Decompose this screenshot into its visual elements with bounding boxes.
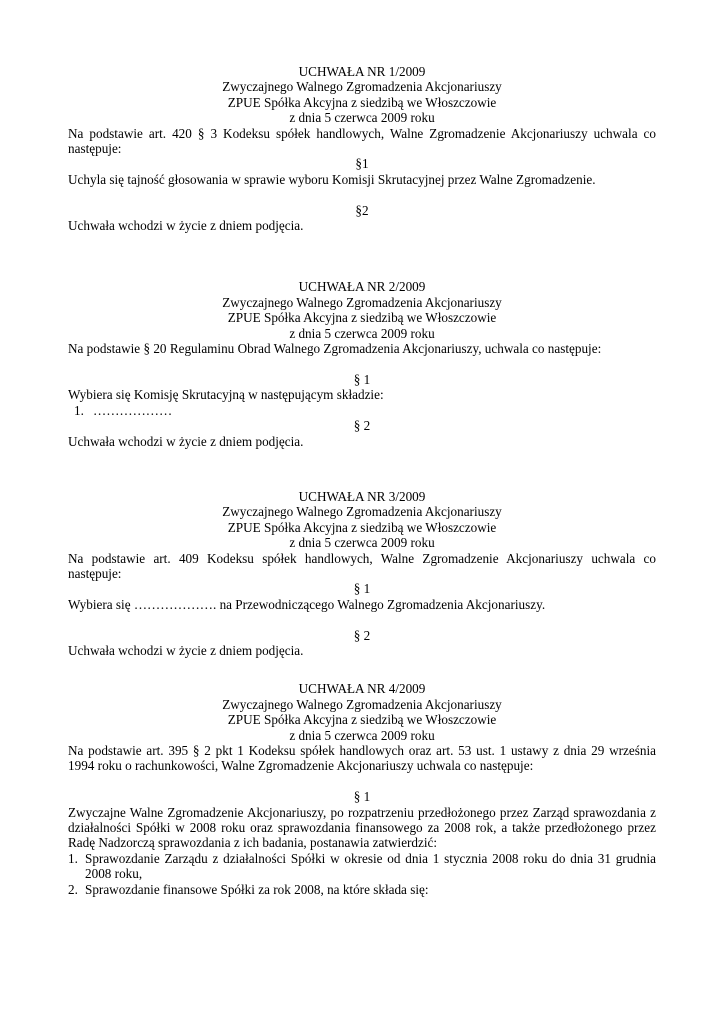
resolution-header-assembly: Zwyczajnego Walnego Zgromadzenia Akcjonariuszy: [222, 696, 502, 712]
resolution-date: z dnia 5 czerwca 2009 roku: [289, 325, 435, 341]
paragraph-1-heading: § 1: [353, 789, 371, 805]
list-item-text: Sprawozdanie Zarządu z działalności Spółki w okresie od dnia 1 stycznia 2008 roku do dnia 31 grudnia 2008 roku,: [85, 850, 656, 882]
resolution-legal-basis: Na podstawie art. 420 § 3 Kodeksu spółek handlowych, Walne Zgromadzenie Akcjonariuszy uchwala co następuje:: [68, 125, 656, 157]
resolution-4: [68, 681, 656, 897]
paragraph-1-text: Wybiera się Komisję Skrutacyjną w następującym składzie:: [68, 387, 384, 403]
resolution-title: UCHWAŁA NR 2/2009: [298, 279, 426, 295]
resolution-3: [68, 489, 656, 658]
resolution-title: UCHWAŁA NR 4/2009: [298, 681, 426, 697]
resolution-header-assembly: Zwyczajnego Walnego Zgromadzenia Akcjonariuszy: [222, 294, 502, 310]
resolution-legal-basis: Na podstawie art. 409 Kodeksu spółek handlowych, Walne Zgromadzenie Akcjonariuszy uchwala co następuje:: [68, 550, 656, 581]
list-item-text: Sprawozdanie finansowe Spółki za rok 2008, na które składa się:: [85, 881, 429, 897]
list-item-placeholder: ………………: [93, 402, 173, 418]
resolution-header-company: ZPUE Spółka Akcyjna z siedzibą we Włoszczowie: [227, 712, 497, 728]
paragraph-1-heading: §1: [355, 156, 369, 172]
resolution-header-company: ZPUE Spółka Akcyjna z siedzibą we Włoszczowie: [227, 310, 497, 326]
resolution-legal-basis: Na podstawie § 20 Regulaminu Obrad Walnego Zgromadzenia Akcjonariuszy, uchwala co następuje:: [68, 341, 602, 357]
paragraph-2-text: Uchwała wchodzi w życie z dniem podjęcia.: [68, 218, 304, 234]
resolution-1: [68, 64, 656, 233]
resolution-header-assembly: Zwyczajnego Walnego Zgromadzenia Akcjonariuszy: [222, 504, 502, 520]
list-item: [68, 403, 656, 418]
paragraph-2-heading: § 2: [353, 418, 371, 434]
resolution-2: [68, 279, 656, 448]
resolution-date: z dnia 5 czerwca 2009 roku: [289, 727, 435, 743]
paragraph-2-text: Uchwała wchodzi w życie z dniem podjęcia.: [68, 642, 304, 658]
paragraph-1-text: Wybiera się ………………. na Przewodniczącego Walnego Zgromadzenia Akcjonariuszy.: [68, 596, 546, 612]
resolution-header-company: ZPUE Spółka Akcyjna z siedzibą we Włoszczowie: [227, 94, 497, 110]
list-item-number: 2.: [68, 881, 78, 897]
resolution-header-company: ZPUE Spółka Akcyjna z siedzibą we Włoszczowie: [227, 519, 497, 535]
resolution-legal-basis: Na podstawie art. 395 § 2 pkt 1 Kodeksu spółek handlowych oraz art. 53 ust. 1 ustawy z dnia 29 września 1994 roku o rachunkowości, Walne Zgromadzenie Akcjonariuszy uchwala co następuje:: [68, 742, 656, 774]
paragraph-1-heading: § 1: [353, 371, 371, 387]
paragraph-1-text: Uchyla się tajność głosowania w sprawie wyboru Komisji Skrutacyjnej przez Walne Zgromadzenie.: [68, 171, 596, 187]
commission-member-list: [68, 403, 656, 418]
paragraph-1-heading: § 1: [353, 581, 371, 597]
list-item: [68, 882, 656, 897]
resolution-date: z dnia 5 czerwca 2009 roku: [289, 535, 435, 551]
list-item-number: 1.: [74, 402, 84, 418]
paragraph-2-heading: § 2: [353, 627, 371, 643]
list-item: [68, 851, 656, 882]
resolution-date: z dnia 5 czerwca 2009 roku: [289, 110, 435, 126]
resolution-title: UCHWAŁA NR 1/2009: [298, 64, 426, 79]
document-page: [68, 64, 656, 897]
resolution-header-assembly: Zwyczajnego Walnego Zgromadzenia Akcjonariuszy: [222, 79, 502, 95]
resolution-title: UCHWAŁA NR 3/2009: [298, 488, 426, 504]
paragraph-1-text: Zwyczajne Walne Zgromadzenie Akcjonariuszy, po rozpatrzeniu przedłożonego przez Zarząd sprawozdania z działalności Spółki w 2008 roku oraz sprawozdania finansowego za 2008 rok, a także przedłożonego przez Radę Nadzorczą sprawozdania z ich badania, postanawia zatwierdzić:: [68, 804, 656, 851]
approval-list: [68, 851, 656, 897]
paragraph-2-text: Uchwała wchodzi w życie z dniem podjęcia.: [68, 433, 304, 449]
paragraph-2-heading: §2: [355, 202, 369, 218]
list-item-number: 1.: [68, 850, 78, 866]
